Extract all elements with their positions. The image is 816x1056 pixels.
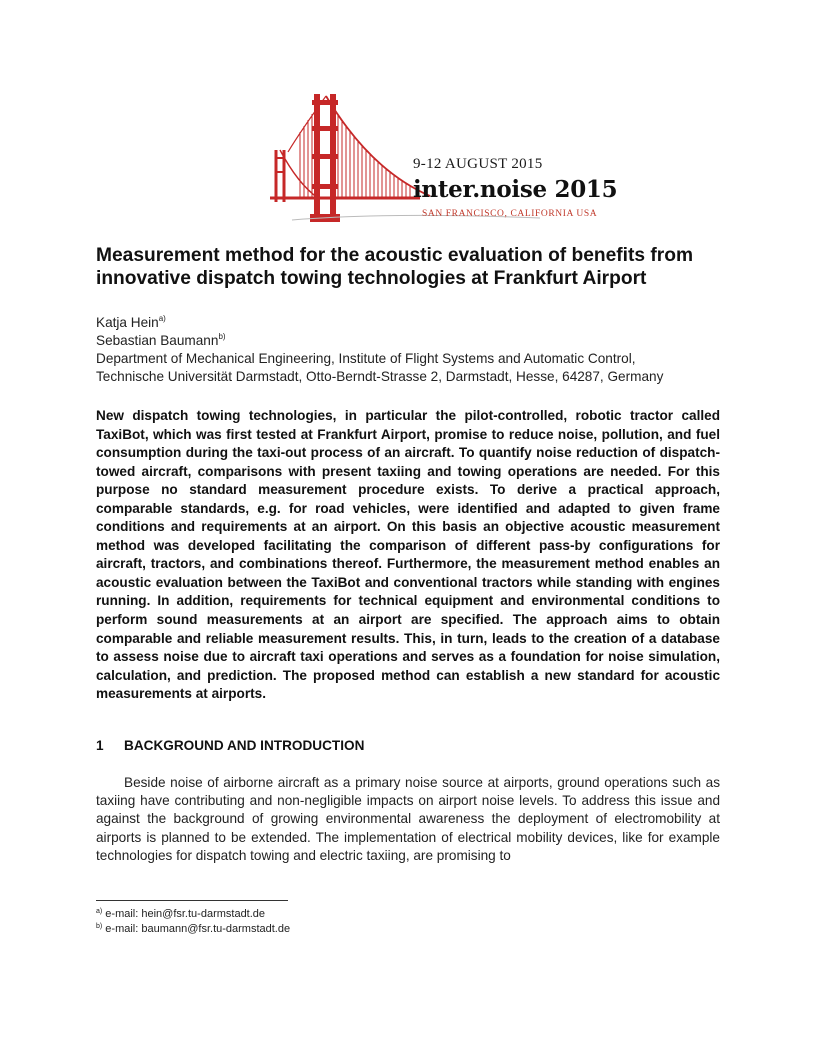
conference-date: 9-12 AUGUST 2015 [413, 156, 543, 172]
abstract: New dispatch towing technologies, in particular the pilot-controlled, robotic tractor called TaxiBot, which was first tested at Frankfurt Airport, promise to reduce noise, pollution, and fuel consumption during the taxi-out process of an aircraft. To quantify noise reduction of dispatch-towed aircraft, comparisons with present taxiing and towing operations are needed. For this purpose no standard measurement procedure exists. To derive a practical approach, comparable standards, e.g. for road vehicles, were identified and adapted to given frame conditions and requirements at an airport. On this basis an objective acoustic measurement method was developed facilitating the comparison of different pass-by configurations for aircraft, tractors, and combinations thereof. Furthermore, the measurement method enables an acoustic evaluation between the TaxiBot and conventional tractors while standing with engines running. In addition, requirements for technical equipment and environmental conditions to perform sound measurements at an airport are specified. The approach aims to obtain comparable and reliable measurement results. This, in turn, leads to the creation of a database to assess noise due to aircraft taxi operations and serves as a foundation for noise simulation, calculation, and prediction. The proposed method can establish a new standard for acoustic measurements at airports. [96, 408, 720, 702]
footnote-mark: a) [96, 908, 103, 915]
affiliation-line-2: Technische Universität Darmstadt, Otto-Berndt-Strasse 2, Darmstadt, Hesse, 64287, Germany [96, 369, 664, 384]
footnote-mark: a) [158, 314, 166, 323]
title-line-1: Measurement method for the acoustic evaluation of benefits from [96, 245, 694, 266]
section-number: 1 [96, 738, 104, 753]
footnote-email: e-mail: baumann@fsr.tu-darmstadt.de [105, 923, 291, 935]
author-name: Katja Hein [96, 315, 159, 330]
footnote-1 [96, 907, 290, 922]
footnote-divider [96, 900, 288, 901]
author-name: Sebastian Baumann [96, 333, 219, 348]
footnote-email: e-mail: hein@fsr.tu-darmstadt.de [105, 908, 266, 920]
footnote-mark: b) [96, 923, 103, 930]
footnote-mark: b) [218, 332, 226, 341]
conference-location: SAN FRANCISCO, CALIFORNIA USA [422, 209, 598, 219]
conference-name: inter.noise 2015 [413, 176, 618, 203]
footnotes [96, 907, 290, 937]
title-line-2: innovative dispatch towing technologies at Frankfurt Airport [96, 268, 647, 289]
paper-title [96, 244, 736, 290]
affiliation-line-1: Department of Mechanical Engineering, Institute of Flight Systems and Automatic Control, [96, 351, 636, 366]
author-block [96, 314, 746, 386]
author-1 [96, 314, 746, 332]
conference-logo [270, 92, 618, 232]
footnote-2 [96, 922, 290, 937]
section-paragraph: Beside noise of airborne aircraft as a primary noise source at airports, ground operations such as taxiing have contributing and non-negligible impacts on airport noise levels. To address this issue and against the background of growing environmental awareness the deployment of electromobility at airports is planned to be extended. The implementation of electrical mobility devices, like for example technologies for dispatch towing and electric taxiing, are promising to [96, 775, 720, 863]
section-title: BACKGROUND AND INTRODUCTION [124, 738, 365, 753]
author-2 [96, 332, 746, 350]
section-heading [96, 738, 364, 753]
